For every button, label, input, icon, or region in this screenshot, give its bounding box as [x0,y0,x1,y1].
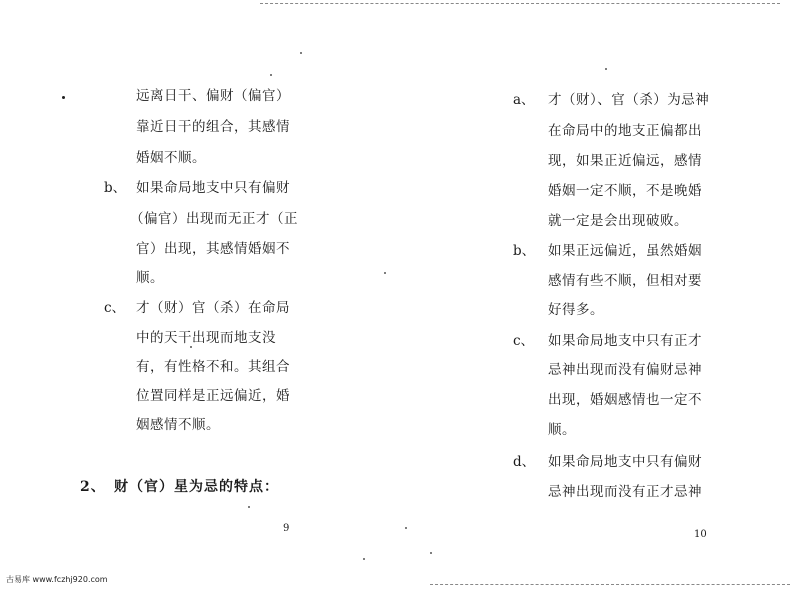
text-line: 在命局中的地支正偏都出 [548,123,702,139]
section-heading: 财（官）星为忌的特点： [114,479,279,495]
text-line: 有，有性格不和。其组合 [136,359,290,375]
text-line: 姻感情不顺。 [136,417,220,433]
bottom-rule [430,584,790,585]
top-rule [260,3,780,4]
section-number: 2、 [80,479,106,495]
text-line: 婚姻一定不顺，不是晚婚 [548,183,702,199]
text-line: 顺。 [548,422,576,438]
scan-speck [605,68,607,70]
text-line: 如果命局地支中只有偏财 [136,180,290,196]
item-marker-d: d、 [513,454,536,470]
page-number: 9 [283,523,290,534]
scan-speck [248,506,250,508]
scan-speck [384,272,386,274]
text-line: 靠近日干的组合，其感情 [136,119,290,135]
page-number: 10 [694,529,707,540]
text-line: 忌神出现而没有正才忌神 [548,484,702,500]
bullet-dot [62,96,65,99]
scan-speck [300,52,302,54]
item-marker-c: c、 [104,300,126,316]
text-line: 如果命局地支中只有偏财 [548,454,702,470]
text-line: 才（财）、官（杀）为忌神 [548,92,710,108]
text-line: 远离日干、偏财（偏官） [136,88,290,104]
text-line: 顺。 [136,270,164,286]
scan-speck [190,346,192,348]
text-line: 如果命局地支中只有正才 [548,333,702,349]
item-marker-b: b、 [513,243,536,259]
text-line: 就一定是会出现破败。 [548,213,688,229]
scan-speck [430,552,432,554]
item-marker-a: a、 [513,92,535,108]
text-line: 婚姻不顺。 [136,150,206,166]
text-line: 位置同样是正远偏近，婚 [136,388,290,404]
item-marker-b: b、 [104,180,127,196]
text-line: 才（财）官（杀）在命局 [136,300,290,316]
right-page [400,0,793,590]
scan-speck [270,74,272,76]
text-line: 感情有些不顺，但相对要 [548,273,702,289]
text-line: 如果正远偏近，虽然婚姻 [548,243,702,259]
text-line: （偏官）出现而无正才（正 [130,211,298,227]
item-marker-c: c、 [513,333,535,349]
scan-speck [405,527,407,529]
text-line: 好得多。 [548,302,604,318]
text-line: 官）出现，其感情婚姻不 [136,241,290,257]
scan-speck [363,558,365,560]
text-line: 现，如果正近偏远，感情 [548,153,702,169]
site-watermark: 古易库 www.fczhj920.com [6,575,108,584]
text-line: 忌神出现而没有偏财忌神 [548,362,702,378]
text-line: 出现，婚姻感情也一定不 [548,392,702,408]
text-line: 中的天干出现而地支没 [136,330,276,346]
